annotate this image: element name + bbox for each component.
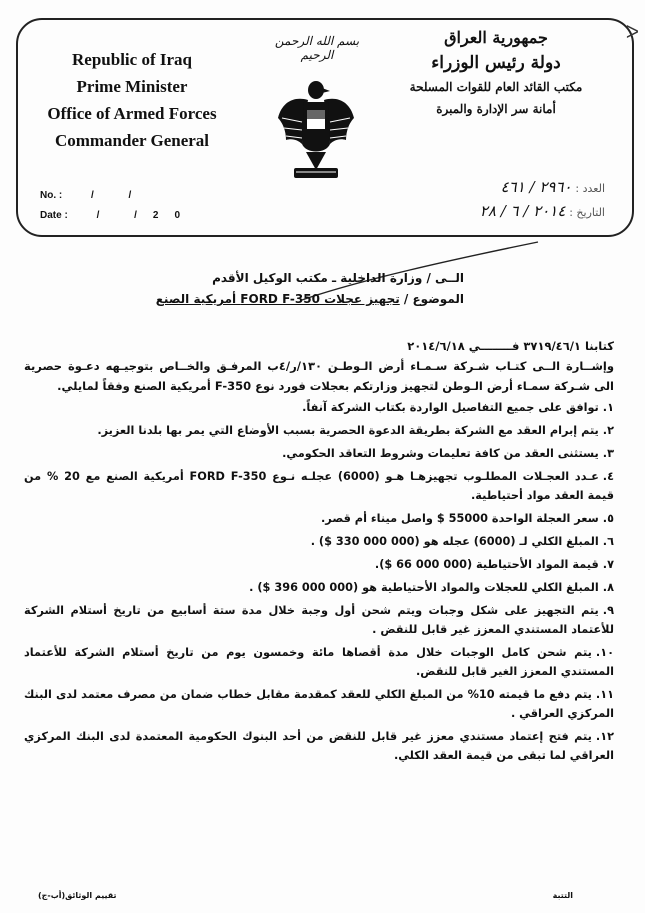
addressee-line: الــى / وزارة الداخلية ـ مكتب الوكيل الأقدم <box>212 271 464 285</box>
list-item <box>24 398 614 417</box>
english-line-republic: Republic of Iraq <box>72 50 192 69</box>
english-line-office: Office of Armed Forces <box>47 104 217 123</box>
reference-date-en <box>40 210 196 221</box>
terms-list <box>24 398 614 765</box>
subject-line <box>24 288 614 310</box>
arabic-date-row <box>375 200 605 224</box>
list-item <box>24 727 614 765</box>
item-text: يستثنى العقد من كافة تعليمات وشروط التعاقد الحكومي. <box>282 447 599 460</box>
basmala-calligraphy: بسم الله الرحمن الرحيم <box>274 34 360 62</box>
list-item <box>24 509 614 528</box>
list-item <box>24 467 614 505</box>
list-item <box>24 421 614 440</box>
list-item <box>24 601 614 639</box>
english-line-commander: Commander General <box>54 131 210 150</box>
item-number: ٣. <box>602 447 614 460</box>
letter-body <box>24 268 614 769</box>
subject-text: تجهيز عجلات FORD F-350 أمريكية الصنع <box>155 292 400 306</box>
item-number: ٥. <box>602 512 614 525</box>
reference-number-en <box>40 190 147 201</box>
item-text: توافق على جميع التفاصيل الواردة بكتاب الشركة آنفاً. <box>302 401 599 414</box>
footer-note: التتبة <box>552 891 573 900</box>
item-number: ١٠. <box>595 646 614 659</box>
item-number: ١١. <box>595 688 614 701</box>
arabic-date-value: ٢٠١٤ / ٦ / ٢٨ <box>479 202 566 220</box>
corner-mark: ᐳ <box>625 22 639 43</box>
arabic-line-republic: جمهورية العراق <box>444 28 548 47</box>
arabic-date-label: التاريخ : <box>569 206 605 219</box>
arabic-number-label: العدد : <box>575 182 605 195</box>
intro-paragraph: وإشــارة الــى كتـاب شـركة سـمـاء أرض الـوطـن ١٣٠/ر/٤ب المرفـق والخــاص بتوجيـهه دعـوة حصرية الى شـركة سمـاء أرض الـوطن لتجهيز وزارتكم بعجلات فورد نوع F-350 أمريكية الصنع وفقاً لمايلي. <box>24 359 614 393</box>
arabic-line-office: مكتب القائد العام للقوات المسلحة <box>409 80 583 94</box>
number-slots: / / <box>91 190 148 201</box>
list-item <box>24 444 614 463</box>
item-text: المبلغ الكلي لـ (6000) عجله هو (000 000 330 $) . <box>310 535 599 548</box>
english-letterhead <box>22 46 242 154</box>
arabic-line-prime-minister: دولة رئيس الوزراء <box>431 53 561 73</box>
item-text: المبلغ الكلي للعجلات والمواد الأحتياطية هو (000 000 396 $) . <box>249 581 599 594</box>
list-item <box>24 532 614 551</box>
item-text: قيمة المواد الأحتياطية (000 000 66 $). <box>374 558 599 571</box>
item-text: يتم إبرام العقد مع الشركة بطريقة الدعوة الحصرية بسبب الأوضاع التي يمر بها بلدنا العزيز. <box>97 424 599 437</box>
reference-arabic <box>375 176 605 224</box>
date-slots: / /20 <box>96 210 197 221</box>
number-label: No. : <box>40 190 63 201</box>
list-item <box>24 643 614 681</box>
footer-classification: تقييم الوثائق(أب-ج) <box>38 891 117 900</box>
item-number: ٢. <box>602 424 614 437</box>
date-label: Date : <box>40 210 68 221</box>
list-item <box>24 555 614 574</box>
item-text: سعر العجلة الواحدة 55000 $ واصل ميناء أم قصر. <box>321 512 599 525</box>
arabic-number-row <box>375 176 605 200</box>
list-item <box>24 578 614 597</box>
item-text: عـدد العجـلات المطلـوب تجهيزهـا هـو (6000) عجلـه نـوع FORD F-350 أمريكية الصنع مع 20 % من قيمة العقد مواد أحتياطية. <box>24 470 614 502</box>
item-text: يتم التجهيز على شكل وجبات ويتم شحن أول وجبة خلال مدة ستة أسابيع من تاريخ أستلام الشركة للأعتماد المستندي المعزز غير قابل للنقض . <box>24 604 614 636</box>
item-text: يتم شحن كامل الوجبات خلال مدة أقصاها مائة وخمسون يوم من تاريخ أستلام الشركة للأعتماد المستندي المعزز الغير قابل للنقض. <box>24 646 614 678</box>
item-number: ٤. <box>602 470 614 483</box>
item-text: يتم دفع ما قيمته 10% من المبلغ الكلي للعقد كمقدمة مقابل خطاب ضمان من مصرف معتمد لدى البنك المركزي العراقي . <box>24 688 614 720</box>
english-line-prime-minister: Prime Minister <box>76 77 188 96</box>
item-number: ٧. <box>602 558 614 571</box>
iraq-eagle-emblem-icon <box>276 78 356 186</box>
arabic-line-secretariat: أمانة سر الإدارة والمبرة <box>436 102 556 116</box>
arabic-number-value: ٢٩٦٠ / ٤٦١ <box>500 178 572 196</box>
item-number: ٨. <box>602 581 614 594</box>
item-number: ١٢. <box>595 730 614 743</box>
subject-prefix: الموضوع / <box>399 292 464 306</box>
reference-line: كتابنا ٣٧١٩/٤٦/١ فــــــــي ٢٠١٤/٦/١٨ <box>407 339 614 353</box>
item-number: ١. <box>602 401 614 414</box>
item-text: يتم فتح إعتماد مستندي معزز غير قابل للنقض من أحد البنوك الحكومية المعتمدة لدى البنك المركزي العراقي لما تبقى من قيمة العقد الكلي. <box>24 730 614 762</box>
item-number: ٩. <box>602 604 614 617</box>
list-item <box>24 685 614 723</box>
arabic-letterhead <box>371 26 621 120</box>
item-number: ٦. <box>602 535 614 548</box>
